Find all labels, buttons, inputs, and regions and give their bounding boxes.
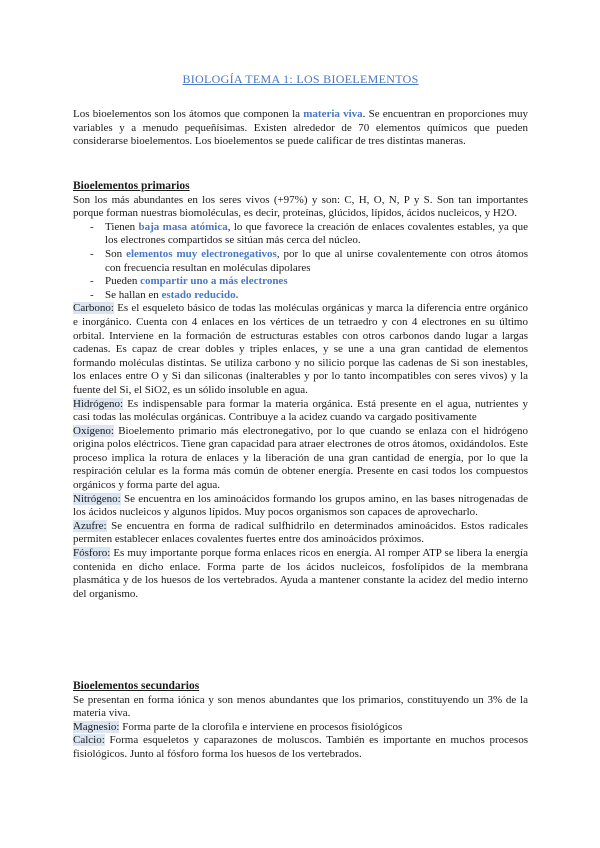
intro-paragraph [73, 108, 528, 149]
element-name: Nitrógeno: [73, 492, 121, 505]
element-name: Azufre: [73, 519, 107, 532]
element-hidrogeno: Hidrógeno: Es indispensable para formar la materia orgánica. Está presente en el agua, nutrientes y casi todas las moléculas orgánicas. Contribuye a la acidez cuando va cargado positivamente [73, 397, 528, 424]
list-item: - Tienen baja masa atómica, lo que favorece la creación de enlaces covalentes estables, ya que los electrones compartidos se sitúan más cerca del núcleo. [73, 221, 528, 248]
intro-text-2: . Se encuentran en proporciones muy variables y a menudo pequeñísimas. Existen alrededor de 70 elementos químicos que pueden considerarse bioelementos. Los bioelementos se puede calificar de tres distintas maneras. [73, 108, 528, 148]
page-title: BIOLOGÍA TEMA 1: LOS BIOELEMENTOS [182, 72, 419, 86]
element-azufre: Azufre: Se encuentra en forma de radical sulfhidrilo en determinados aminoácidos. Estos radicales permiten establecer enlaces covalentes fuertes entre dos aminoácidos próximos. [73, 519, 528, 546]
secundarios-heading: Bioelementos secundarios [73, 680, 200, 692]
element-name: Magnesio: [73, 720, 120, 733]
element-name: Hidrógeno: [73, 397, 124, 410]
primarios-heading: Bioelementos primarios [73, 180, 190, 192]
intro-section [73, 108, 528, 149]
element-oxigeno: Oxígeno: Bioelemento primario más electronegativo, por lo que cuando se enlaza con el hidrógeno origina polos eléctricos. Tiene gran capacidad para atraer electrones de otros átomos, oxidándolos. Este proceso implica la rotura de enlaces y la liberación de una gran cantidad de energía, por lo que la respiración celular es la forma más común de obtener energía. Presente en casi todos los compuestos orgánicos y forma parte del agua. [73, 424, 528, 492]
secundarios-section [73, 680, 528, 762]
element-fosforo: Fósforo: Es muy importante porque forma enlaces ricos en energía. Al romper ATP se libera la energía contenida en dicho enlace. Forma parte de los ácidos nucleicos, fosfolípidos de la membrana plasmática y de los huesos de los vertebrados. Ayuda a mantener constante la acidez del medio interno del organismo. [73, 547, 528, 600]
element-name: Calcio: [73, 734, 105, 747]
intro-text-1: Los bioelementos son los átomos que componen la [73, 108, 304, 120]
element-name: Oxígeno: [73, 424, 114, 437]
list-item: - Son elementos muy electronegativos, por lo que al unirse covalentemente con otros átomos con frecuencia resultan en moléculas dipolares [73, 248, 528, 275]
primarios-properties-list [73, 221, 528, 303]
element-nitrogeno: Nitrógeno: Se encuentra en los aminoácidos formando los grupos amino, en las bases nitrogenadas de los ácidos nucleicos y algunos lípidos. Muy pocos organismos son capaces de aprovecharlo. [73, 492, 528, 519]
primarios-desc: Son los más abundantes en los seres vivos (+97%) y son: C, H, O, N, P y S. Son tan importantes porque forman nuestras biomoléculas, es decir, proteínas, glúcidos, lípidos, ácidos nucleicos, y H2O. [73, 193, 528, 220]
list-item: - Se hallan en estado reducido. [73, 289, 528, 303]
list-item: - Pueden compartir uno a más electrones [73, 275, 528, 289]
element-name: Fósforo: [73, 547, 111, 560]
element-name: Carbono: [73, 302, 114, 315]
secundarios-desc: Se presentan en forma iónica y son menos abundantes que los primarios, constituyendo un 3% de la materia viva. [73, 693, 528, 720]
element-magnesio: Magnesio: Forma parte de la clorofila e interviene en procesos fisiológicos [73, 720, 403, 733]
element-calcio: Calcio: Forma esqueletos y caparazones de moluscos. También es importante en muchos procesos fisiológicos. Junto al fósforo forma los huesos de los vertebrados. [73, 734, 528, 760]
element-carbono: Carbono: Es el esqueleto básico de todas las moléculas orgánicas y marca la diferencia entre orgánico e inorgánico. Cuenta con 4 enlaces en los vértices de un tetraedro y con 4 electrones en su último orbital. Interviene en la formación de estructuras estables con otros carbonos dando lugar a largas cadenas. Es capaz de crear dobles y triples enlaces, y se une a una gran cantidad de elementos formando moléculas distintas. Se utiliza carbono y no silicio porque las cadenas de Si son inestables, los enlaces entre O y Si dan siliconas (inalterables y por lo tanto incompatibles con seres vivos) y la fuente del Si, el SiO2, es un sólido insoluble en agua. [73, 302, 528, 396]
intro-highlight: materia viva [303, 108, 363, 120]
primarios-section [73, 180, 528, 601]
